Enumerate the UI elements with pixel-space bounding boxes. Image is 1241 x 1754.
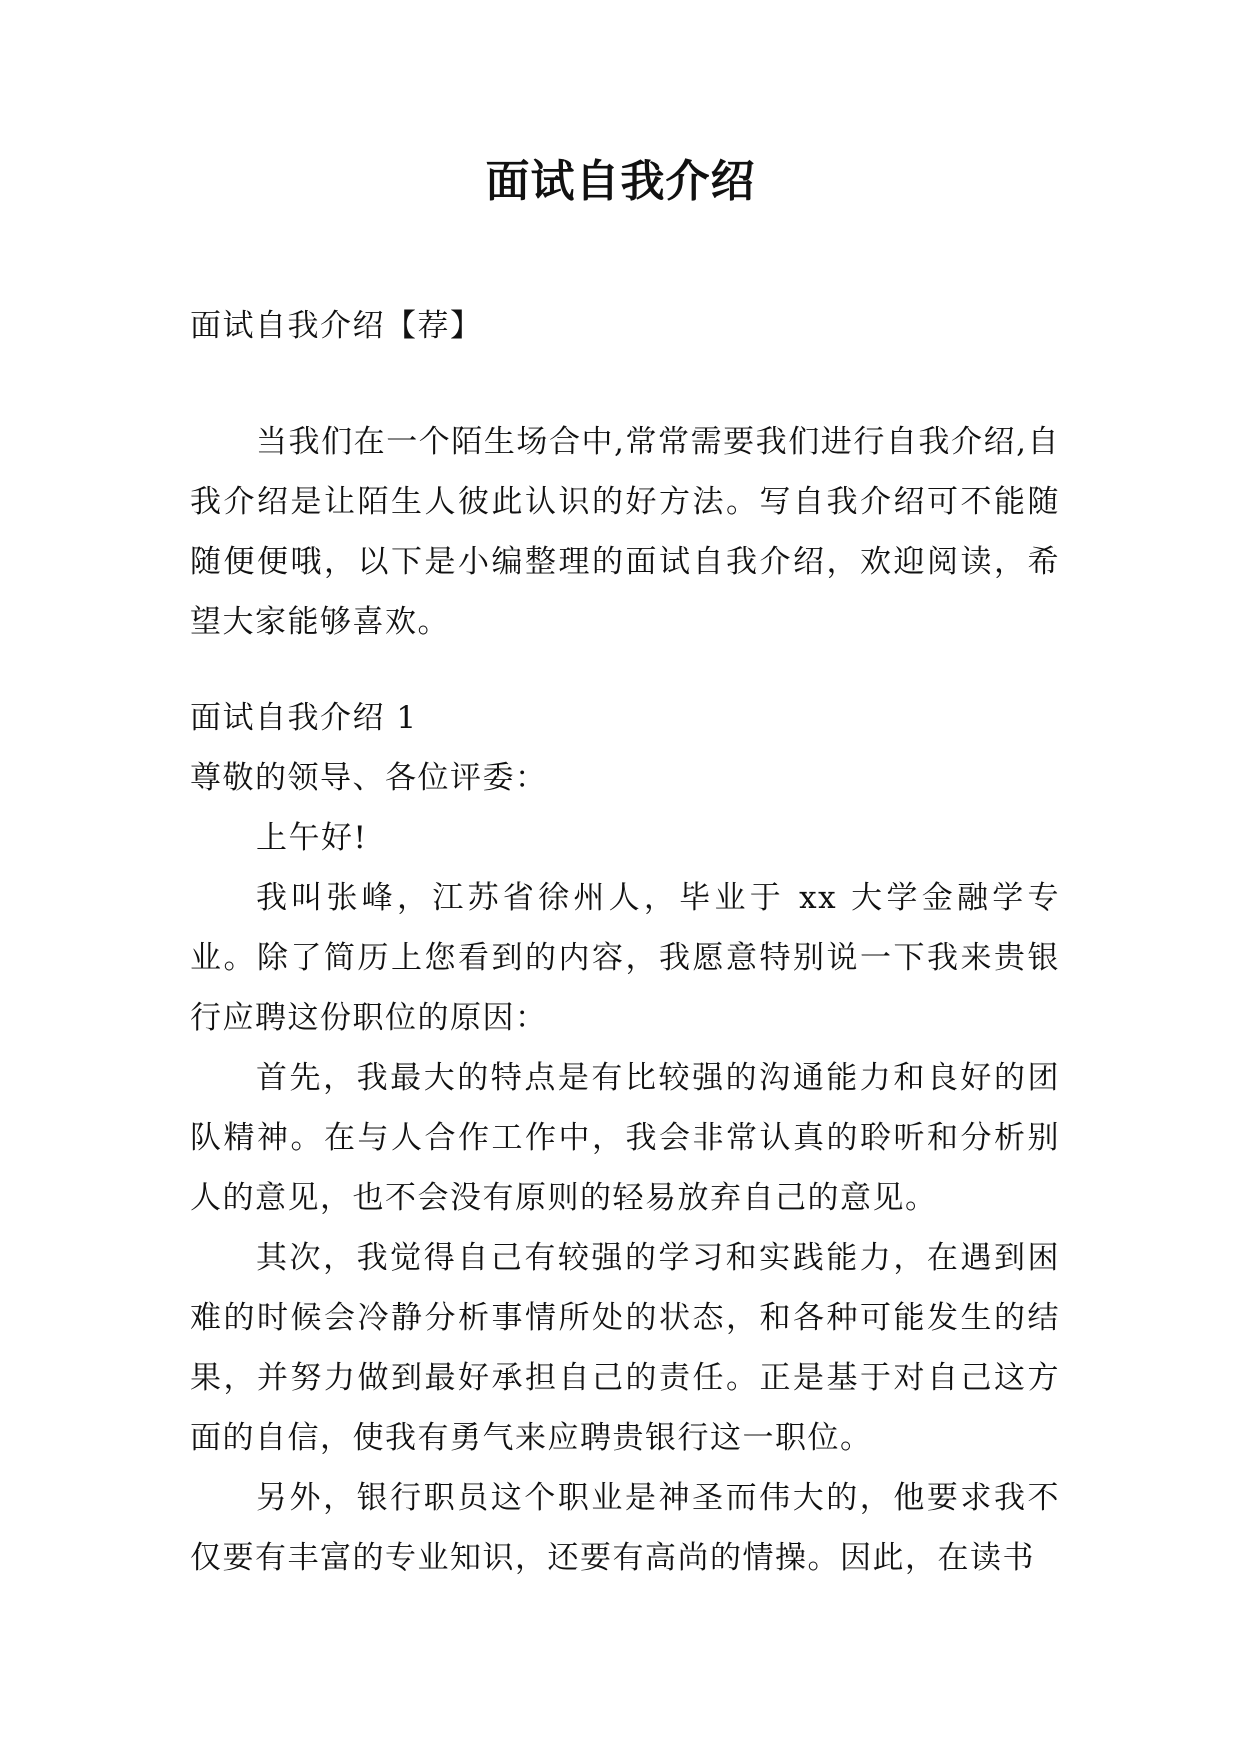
document-subtitle: 面试自我介绍【荐】 xyxy=(190,308,483,344)
greeting: 上午好! xyxy=(256,820,368,856)
document-body xyxy=(190,296,1060,1588)
body-paragraph: 首先，我最大的特点是有比较强的沟通能力和良好的团队精神。在与人合作工作中，我会非常认真的聆听和分析别人的意见，也不会没有原则的轻易放弃自己的意见。 xyxy=(190,1060,1060,1216)
body-paragraph: 其次，我觉得自己有较强的学习和实践能力，在遇到困难的时候会冷静分析事情所处的状态，和各种可能发生的结果，并努力做到最好承担自己的责任。正是基于对自己这方面的自信，使我有勇气来应聘贵银行这一职位。 xyxy=(190,1240,1060,1456)
document-title: 面试自我介绍 xyxy=(485,156,756,207)
salutation: 尊敬的领导、各位评委： xyxy=(190,760,548,796)
body-paragraph: 我叫张峰，江苏省徐州人，毕业于 xx 大学金融学专业。除了简历上您看到的内容，我愿意特别说一下我来贵银行应聘这份职位的原因： xyxy=(190,880,1060,1036)
intro-paragraph: 当我们在一个陌生场合中,常常需要我们进行自我介绍,自我介绍是让陌生人彼此认识的好方法。写自我介绍可不能随随便便哦，以下是小编整理的面试自我介绍，欢迎阅读，希望大家能够喜欢。 xyxy=(190,424,1060,640)
section-heading: 面试自我介绍 1 xyxy=(190,700,418,736)
body-paragraph: 另外，银行职员这个职业是神圣而伟大的，他要求我不仅要有丰富的专业知识，还要有高尚的情操。因此，在读书 xyxy=(190,1480,1060,1576)
